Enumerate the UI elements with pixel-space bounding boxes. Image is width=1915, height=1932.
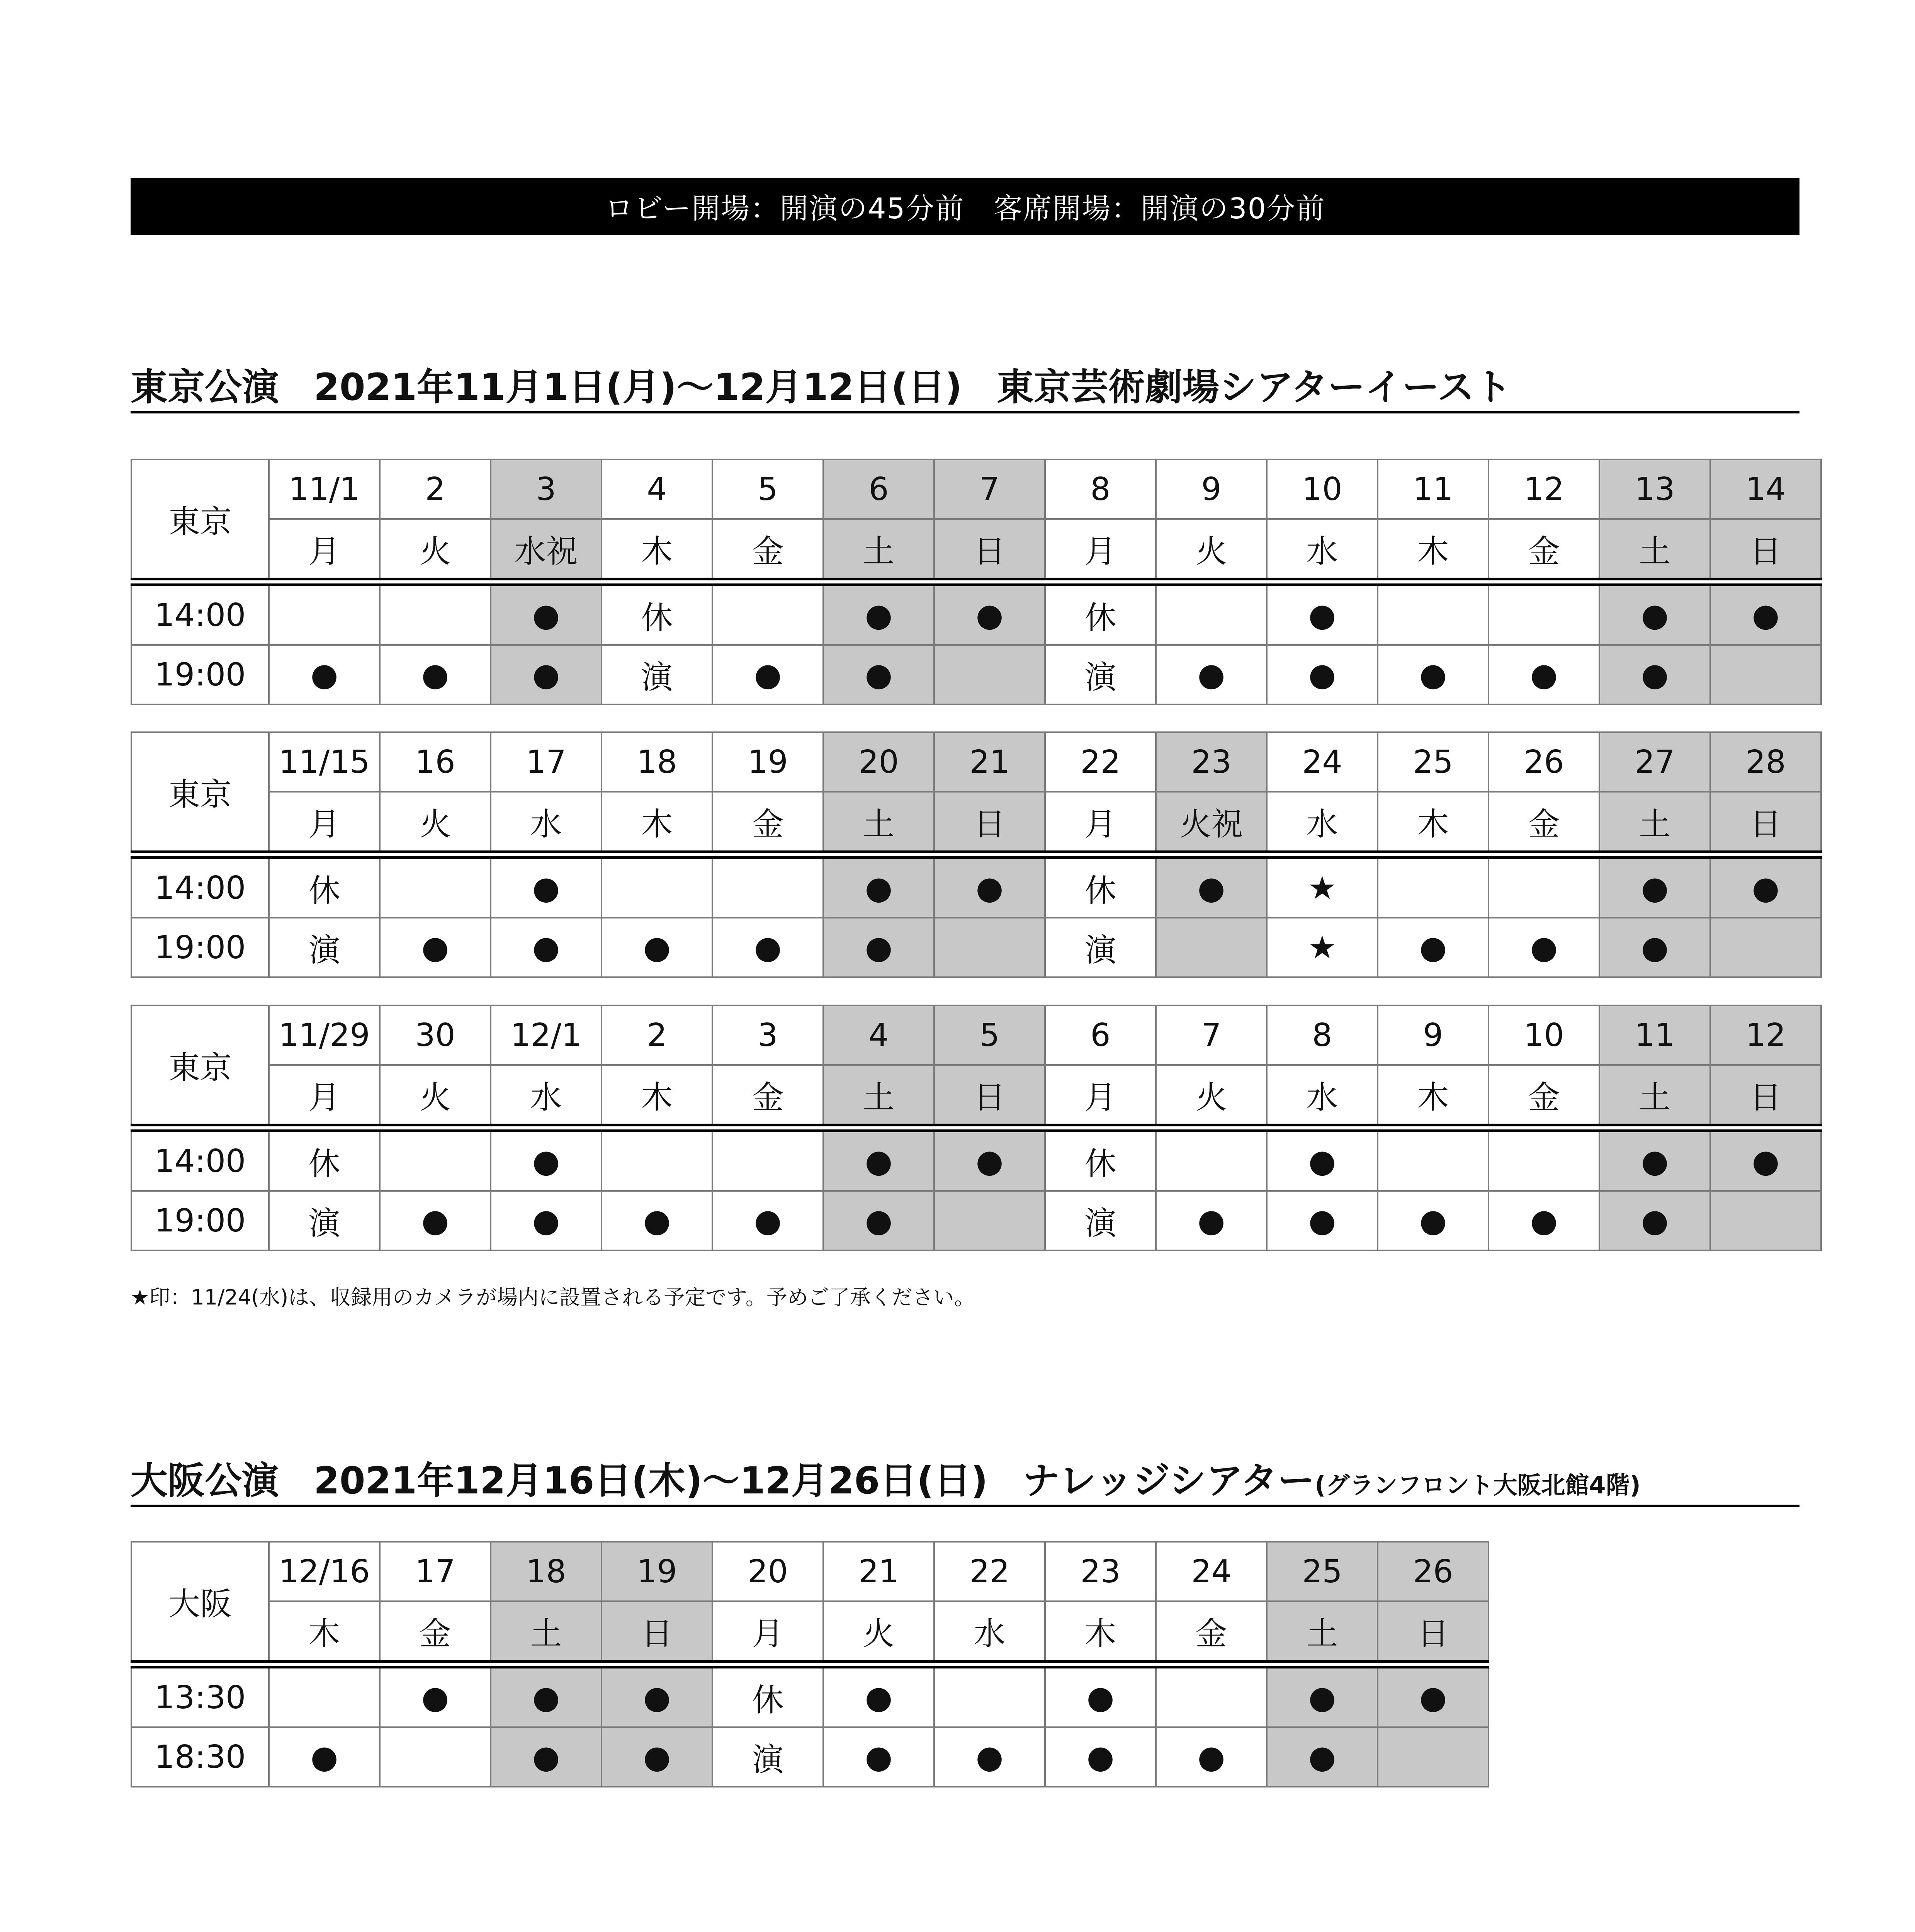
performance-dot: ● <box>823 1664 934 1727</box>
date-cell: 4 <box>823 1005 934 1065</box>
performance-star: ★ <box>1267 855 1378 918</box>
weekday-cell: 日 <box>934 519 1045 582</box>
show-time-label: 14:00 <box>131 1128 269 1191</box>
weekday-cell: 金 <box>1489 792 1599 855</box>
empty-cell <box>1489 582 1599 645</box>
show-time-row <box>131 645 1821 704</box>
show-time-row <box>131 918 1821 977</box>
performance-dot: ● <box>1489 1191 1599 1250</box>
performance-dot: ● <box>1267 1727 1378 1787</box>
weekday-cell: 金 <box>712 1065 823 1128</box>
weekday-cell: 火 <box>380 519 491 582</box>
date-cell: 25 <box>1267 1542 1378 1601</box>
date-row <box>131 459 1821 519</box>
admission-banner: ロビー開場：開演の45分前 客席開場：開演の30分前 <box>131 178 1799 235</box>
city-label: 大阪 <box>131 1542 269 1664</box>
rest-day-cell: 演 <box>269 918 380 977</box>
show-time-label: 18:30 <box>131 1727 269 1787</box>
show-time-row <box>131 855 1821 918</box>
empty-cell <box>934 918 1045 977</box>
show-time-row <box>131 1664 1489 1727</box>
osaka-schedule-table <box>131 1541 1489 1787</box>
date-cell: 3 <box>712 1005 823 1065</box>
performance-dot: ● <box>491 855 602 918</box>
weekday-cell: 月 <box>269 792 380 855</box>
performance-dot: ● <box>1267 582 1378 645</box>
tokyo-venue: 東京芸術劇場シアターイースト <box>997 366 1512 409</box>
date-cell: 7 <box>934 459 1045 519</box>
weekday-row <box>131 1601 1489 1664</box>
date-cell: 14 <box>1710 459 1821 519</box>
weekday-cell: 木 <box>602 792 712 855</box>
date-row <box>131 1005 1821 1065</box>
rest-day-cell: 休 <box>269 855 380 918</box>
weekday-cell: 月 <box>1045 1065 1156 1128</box>
performance-dot: ● <box>602 1664 712 1727</box>
date-cell: 28 <box>1710 732 1821 792</box>
weekday-cell: 木 <box>269 1601 380 1664</box>
performance-dot: ● <box>1378 918 1489 977</box>
performance-dot: ● <box>491 1664 602 1727</box>
city-label: 東京 <box>131 459 269 582</box>
weekday-cell: 火 <box>823 1601 934 1664</box>
weekday-cell: 火 <box>1156 519 1267 582</box>
date-cell: 12/16 <box>269 1542 380 1601</box>
weekday-cell: 水 <box>491 792 602 855</box>
city-label: 東京 <box>131 1005 269 1128</box>
performance-dot: ● <box>823 582 934 645</box>
date-cell: 24 <box>1156 1542 1267 1601</box>
show-time-label: 19:00 <box>131 645 269 704</box>
performance-dot: ● <box>823 1191 934 1250</box>
date-cell: 10 <box>1489 1005 1599 1065</box>
empty-cell <box>269 582 380 645</box>
weekday-cell: 木 <box>1378 519 1489 582</box>
empty-cell <box>1156 582 1267 645</box>
weekday-cell: 土 <box>823 1065 934 1128</box>
empty-cell <box>1156 918 1267 977</box>
date-cell: 5 <box>934 1005 1045 1065</box>
tokyo-title: 東京公演 <box>131 366 279 409</box>
performance-dot: ● <box>1378 1191 1489 1250</box>
weekday-cell: 水 <box>1267 1065 1378 1128</box>
rest-day-cell: 演 <box>712 1727 823 1787</box>
empty-cell <box>1378 1727 1489 1787</box>
date-cell: 2 <box>602 1005 712 1065</box>
weekday-cell: 水 <box>934 1601 1045 1664</box>
performance-dot: ● <box>491 1128 602 1191</box>
weekday-cell: 木 <box>1378 792 1489 855</box>
performance-dot: ● <box>1599 645 1710 704</box>
empty-cell <box>602 1128 712 1191</box>
performance-dot: ● <box>1156 855 1267 918</box>
date-cell: 24 <box>1267 732 1378 792</box>
performance-dot: ● <box>823 855 934 918</box>
weekday-cell: 日 <box>602 1601 712 1664</box>
osaka-heading <box>131 1461 1799 1507</box>
weekday-cell: 金 <box>380 1601 491 1664</box>
date-cell: 12 <box>1489 459 1599 519</box>
weekday-row <box>131 792 1821 855</box>
performance-dot: ● <box>491 1191 602 1250</box>
empty-cell <box>269 1664 380 1727</box>
performance-dot: ● <box>823 918 934 977</box>
weekday-cell: 月 <box>269 1065 380 1128</box>
date-cell: 10 <box>1267 459 1378 519</box>
weekday-cell: 水 <box>1267 792 1378 855</box>
date-cell: 26 <box>1378 1542 1489 1601</box>
date-cell: 9 <box>1156 459 1267 519</box>
show-time-label: 14:00 <box>131 855 269 918</box>
rest-day-cell: 演 <box>602 645 712 704</box>
performance-dot: ● <box>602 918 712 977</box>
date-cell: 25 <box>1378 732 1489 792</box>
date-cell: 12/1 <box>491 1005 602 1065</box>
date-cell: 2 <box>380 459 491 519</box>
performance-dot: ● <box>1267 1128 1378 1191</box>
tokyo-dates: 2021年11月1日(月)〜12月12日(日) <box>314 366 962 409</box>
weekday-cell: 水 <box>1267 519 1378 582</box>
weekday-cell: 月 <box>1045 792 1156 855</box>
date-cell: 9 <box>1378 1005 1489 1065</box>
performance-dot: ● <box>491 645 602 704</box>
date-cell: 30 <box>380 1005 491 1065</box>
date-cell: 27 <box>1599 732 1710 792</box>
date-cell: 17 <box>380 1542 491 1601</box>
performance-dot: ● <box>1045 1727 1156 1787</box>
weekday-cell: 火祝 <box>1156 792 1267 855</box>
empty-cell <box>1710 645 1821 704</box>
weekday-cell: 火 <box>380 1065 491 1128</box>
osaka-title: 大阪公演 <box>131 1459 279 1502</box>
performance-dot: ● <box>269 645 380 704</box>
tokyo-schedule-table-2 <box>131 731 1822 978</box>
rest-day-cell: 休 <box>1045 1128 1156 1191</box>
show-time-label: 14:00 <box>131 582 269 645</box>
performance-dot: ● <box>1599 918 1710 977</box>
performance-dot: ● <box>934 1128 1045 1191</box>
empty-cell <box>934 645 1045 704</box>
weekday-cell: 金 <box>712 519 823 582</box>
weekday-cell: 火 <box>380 792 491 855</box>
performance-dot: ● <box>1045 1664 1156 1727</box>
weekday-cell: 水 <box>491 1065 602 1128</box>
performance-dot: ● <box>823 645 934 704</box>
weekday-cell: 木 <box>602 519 712 582</box>
osaka-venue-sub: (グランフロント大阪北館4階) <box>1315 1471 1641 1499</box>
empty-cell <box>934 1664 1045 1727</box>
empty-cell <box>712 855 823 918</box>
empty-cell <box>1378 855 1489 918</box>
date-cell: 11 <box>1599 1005 1710 1065</box>
camera-note: ★印：11/24(水)は、収録用のカメラが場内に設置される予定です。予めご了承ください。 <box>131 1285 975 1310</box>
rest-day-cell: 休 <box>269 1128 380 1191</box>
performance-dot: ● <box>823 1128 934 1191</box>
empty-cell <box>380 582 491 645</box>
empty-cell <box>1710 1191 1821 1250</box>
date-cell: 18 <box>602 732 712 792</box>
date-cell: 11/29 <box>269 1005 380 1065</box>
weekday-row <box>131 519 1821 582</box>
performance-dot: ● <box>712 645 823 704</box>
date-cell: 6 <box>823 459 934 519</box>
empty-cell <box>1378 1128 1489 1191</box>
performance-dot: ● <box>380 1664 491 1727</box>
date-cell: 13 <box>1599 459 1710 519</box>
date-cell: 20 <box>712 1542 823 1601</box>
performance-dot: ● <box>1599 1128 1710 1191</box>
date-cell: 11 <box>1378 459 1489 519</box>
date-cell: 22 <box>1045 732 1156 792</box>
performance-dot: ● <box>1710 855 1821 918</box>
weekday-cell: 土 <box>823 792 934 855</box>
weekday-cell: 日 <box>1710 1065 1821 1128</box>
empty-cell <box>1378 582 1489 645</box>
show-time-label: 19:00 <box>131 918 269 977</box>
rest-day-cell: 演 <box>1045 918 1156 977</box>
show-time-row <box>131 1727 1489 1787</box>
rest-day-cell: 休 <box>1045 855 1156 918</box>
date-cell: 11/15 <box>269 732 380 792</box>
performance-dot: ● <box>934 582 1045 645</box>
rest-day-cell: 休 <box>602 582 712 645</box>
weekday-cell: 金 <box>1489 1065 1599 1128</box>
performance-dot: ● <box>1267 1191 1378 1250</box>
performance-dot: ● <box>934 855 1045 918</box>
empty-cell <box>1156 1664 1267 1727</box>
show-time-label: 19:00 <box>131 1191 269 1250</box>
empty-cell <box>380 855 491 918</box>
weekday-cell: 日 <box>934 792 1045 855</box>
date-cell: 6 <box>1045 1005 1156 1065</box>
weekday-cell: 金 <box>712 792 823 855</box>
performance-dot: ● <box>934 1727 1045 1787</box>
date-cell: 11/1 <box>269 459 380 519</box>
date-cell: 23 <box>1045 1542 1156 1601</box>
performance-dot: ● <box>380 645 491 704</box>
performance-dot: ● <box>491 1727 602 1787</box>
weekday-cell: 火 <box>1156 1065 1267 1128</box>
weekday-cell: 日 <box>1710 519 1821 582</box>
performance-dot: ● <box>380 1191 491 1250</box>
performance-dot: ● <box>1710 582 1821 645</box>
performance-dot: ● <box>1599 1191 1710 1250</box>
weekday-cell: 日 <box>934 1065 1045 1128</box>
date-cell: 8 <box>1267 1005 1378 1065</box>
rest-day-cell: 演 <box>269 1191 380 1250</box>
tokyo-schedule-table-3 <box>131 1005 1822 1251</box>
performance-dot: ● <box>1156 1727 1267 1787</box>
performance-dot: ● <box>380 918 491 977</box>
date-row <box>131 1542 1489 1601</box>
weekday-cell: 金 <box>1489 519 1599 582</box>
empty-cell <box>602 855 712 918</box>
date-cell: 4 <box>602 459 712 519</box>
osaka-venue: ナレッジシアター <box>1023 1459 1315 1502</box>
empty-cell <box>380 1128 491 1191</box>
show-time-label: 13:30 <box>131 1664 269 1727</box>
performance-dot: ● <box>1156 645 1267 704</box>
performance-dot: ● <box>1710 1128 1821 1191</box>
rest-day-cell: 休 <box>1045 582 1156 645</box>
date-cell: 8 <box>1045 459 1156 519</box>
performance-dot: ● <box>491 582 602 645</box>
date-cell: 3 <box>491 459 602 519</box>
date-cell: 26 <box>1489 732 1599 792</box>
performance-dot: ● <box>602 1727 712 1787</box>
empty-cell <box>712 582 823 645</box>
weekday-cell: 日 <box>1378 1601 1489 1664</box>
date-cell: 22 <box>934 1542 1045 1601</box>
empty-cell <box>380 1727 491 1787</box>
performance-star: ★ <box>1267 918 1378 977</box>
weekday-cell: 日 <box>1710 792 1821 855</box>
weekday-cell: 土 <box>1599 792 1710 855</box>
performance-dot: ● <box>1489 645 1599 704</box>
weekday-cell: 土 <box>823 519 934 582</box>
weekday-cell: 水祝 <box>491 519 602 582</box>
weekday-cell: 月 <box>269 519 380 582</box>
weekday-row <box>131 1065 1821 1128</box>
date-cell: 7 <box>1156 1005 1267 1065</box>
performance-dot: ● <box>712 1191 823 1250</box>
date-cell: 17 <box>491 732 602 792</box>
date-cell: 18 <box>491 1542 602 1601</box>
show-time-row <box>131 1191 1821 1250</box>
empty-cell <box>1710 918 1821 977</box>
weekday-cell: 木 <box>602 1065 712 1128</box>
date-cell: 21 <box>934 732 1045 792</box>
performance-dot: ● <box>269 1727 380 1787</box>
weekday-cell: 土 <box>1599 519 1710 582</box>
date-cell: 19 <box>602 1542 712 1601</box>
empty-cell <box>1156 1128 1267 1191</box>
performance-dot: ● <box>1378 1664 1489 1727</box>
empty-cell <box>934 1191 1045 1250</box>
weekday-cell: 木 <box>1378 1065 1489 1128</box>
weekday-cell: 木 <box>1045 1601 1156 1664</box>
show-time-row <box>131 1128 1821 1191</box>
weekday-cell: 土 <box>491 1601 602 1664</box>
rest-day-cell: 休 <box>712 1664 823 1727</box>
tokyo-schedule-table-1 <box>131 459 1822 705</box>
performance-dot: ● <box>1156 1191 1267 1250</box>
weekday-cell: 土 <box>1599 1065 1710 1128</box>
performance-dot: ● <box>1599 855 1710 918</box>
date-cell: 20 <box>823 732 934 792</box>
performance-dot: ● <box>1599 582 1710 645</box>
tokyo-heading <box>131 367 1799 413</box>
performance-dot: ● <box>602 1191 712 1250</box>
date-cell: 21 <box>823 1542 934 1601</box>
date-row <box>131 732 1821 792</box>
date-cell: 16 <box>380 732 491 792</box>
performance-dot: ● <box>1267 645 1378 704</box>
weekday-cell: 土 <box>1267 1601 1378 1664</box>
weekday-cell: 金 <box>1156 1601 1267 1664</box>
performance-dot: ● <box>1267 1664 1378 1727</box>
weekday-cell: 月 <box>712 1601 823 1664</box>
performance-dot: ● <box>1378 645 1489 704</box>
weekday-cell: 月 <box>1045 519 1156 582</box>
rest-day-cell: 演 <box>1045 1191 1156 1250</box>
performance-dot: ● <box>712 918 823 977</box>
performance-dot: ● <box>491 918 602 977</box>
empty-cell <box>1489 1128 1599 1191</box>
empty-cell <box>712 1128 823 1191</box>
date-cell: 23 <box>1156 732 1267 792</box>
osaka-dates: 2021年12月16日(木)〜12月26日(日) <box>314 1459 988 1502</box>
show-time-row <box>131 582 1821 645</box>
date-cell: 19 <box>712 732 823 792</box>
rest-day-cell: 演 <box>1045 645 1156 704</box>
city-label: 東京 <box>131 732 269 855</box>
date-cell: 12 <box>1710 1005 1821 1065</box>
performance-dot: ● <box>1489 918 1599 977</box>
empty-cell <box>1489 855 1599 918</box>
date-cell: 5 <box>712 459 823 519</box>
performance-dot: ● <box>823 1727 934 1787</box>
